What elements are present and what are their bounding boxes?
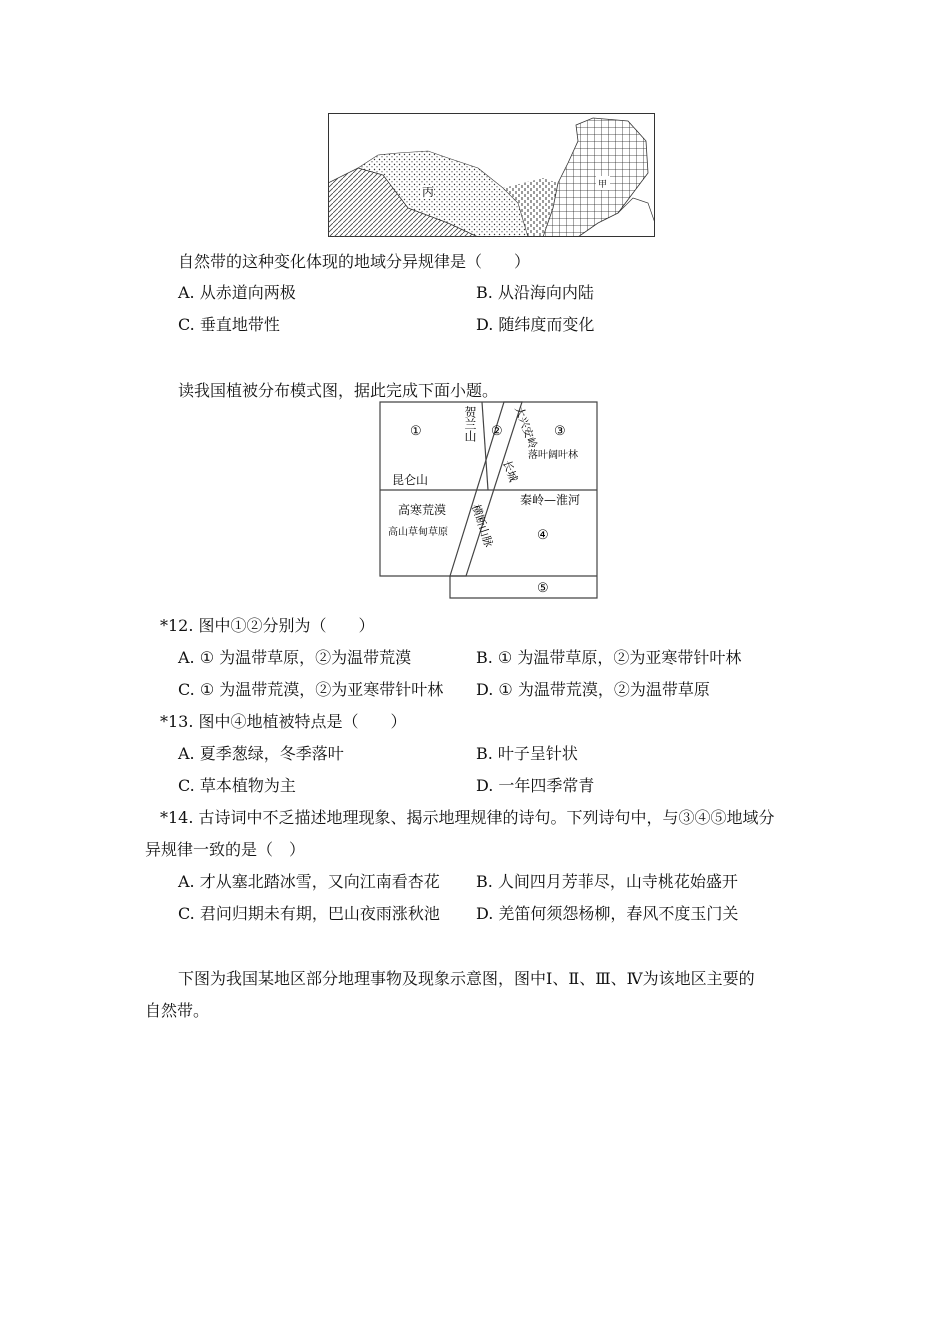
q12-option-b[interactable]: B. ① 为温带草原，②为亚寒带针叶林 <box>476 648 742 667</box>
map1-label-bing: 丙 <box>422 185 435 199</box>
q12-option-a[interactable]: A. ① 为温带草原，②为温带荒漠 <box>178 648 412 667</box>
q14-option-d[interactable]: D. 羌笛何须怨杨柳，春风不度玉门关 <box>476 904 739 923</box>
q14-option-a[interactable]: A. 才从塞北踏冰雪，又向江南看杏花 <box>178 872 440 891</box>
map2-region2: ② <box>491 424 503 439</box>
option-a[interactable]: A. 从赤道向两极 <box>178 283 296 302</box>
map2-region3: ③ <box>554 424 566 439</box>
option-c[interactable]: C. 垂直地带性 <box>178 315 280 334</box>
question-14-stem-line2: 异规律一致的是（ ） <box>145 840 306 859</box>
section3-line1: 下图为我国某地区部分地理事物及现象示意图，图中Ⅰ、Ⅱ、Ⅲ、Ⅳ为该地区主要的 <box>178 969 755 988</box>
q14-option-b[interactable]: B. 人间四月芳菲尽，山寺桃花始盛开 <box>476 872 738 891</box>
question-14-stem-line1: *14. 古诗词中不乏描述地理现象、揭示地理规律的诗句。下列诗句中，与③④⑤地域分 <box>160 808 775 827</box>
map2-changcheng: 长城 <box>500 458 520 484</box>
q12-option-d[interactable]: D. ① 为温带荒漠，②为温带草原 <box>476 680 710 699</box>
question-12-stem: *12. 图中①②分别为（ ） <box>160 616 375 635</box>
section3-line2: 自然带。 <box>145 1001 210 1020</box>
map2-region4: ④ <box>537 528 549 543</box>
map2-daxinganling: 大兴安岭 <box>512 404 540 451</box>
china-natural-zones-map <box>328 113 655 237</box>
section-intro: 读我国植被分布模式图，据此完成下面小题。 <box>178 381 499 400</box>
q12-option-c[interactable]: C. ① 为温带荒漠，②为亚寒带针叶林 <box>178 680 444 699</box>
map2-forest3: 落叶阔叶林 <box>528 450 578 461</box>
map2-kunlunshan: 昆仑山 <box>392 473 429 487</box>
map2-region5: ⑤ <box>537 581 549 596</box>
option-b[interactable]: B. 从沿海向内陆 <box>476 283 594 302</box>
vegetation-pattern-diagram <box>378 400 600 600</box>
question-stem: 自然带的这种变化体现的地域分异规律是（ ） <box>178 252 531 271</box>
map2-region1: ① <box>410 424 422 439</box>
map2-helanshan: 贺兰山 <box>463 406 477 442</box>
question-13-stem: *13. 图中④地植被特点是（ ） <box>160 712 407 731</box>
q13-option-d[interactable]: D. 一年四季常青 <box>476 776 595 795</box>
daxinganling-band <box>450 402 522 576</box>
map2-hengduan: 横断山脉 <box>469 502 496 549</box>
map2-desert: 高寒荒漠 <box>398 503 447 517</box>
q14-option-c[interactable]: C. 君问归期未有期，巴山夜雨涨秋池 <box>178 904 440 923</box>
map1-label-jia: 甲 <box>598 180 608 190</box>
map2-meadow: 高山草甸草原 <box>388 527 448 538</box>
map2-qinling: 秦岭—淮河 <box>520 493 581 507</box>
option-d[interactable]: D. 随纬度而变化 <box>476 315 595 334</box>
q13-option-c[interactable]: C. 草本植物为主 <box>178 776 296 795</box>
helanshan-line <box>482 402 488 490</box>
q13-option-a[interactable]: A. 夏季葱绿，冬季落叶 <box>178 744 344 763</box>
q13-option-b[interactable]: B. 叶子呈针状 <box>476 744 578 763</box>
